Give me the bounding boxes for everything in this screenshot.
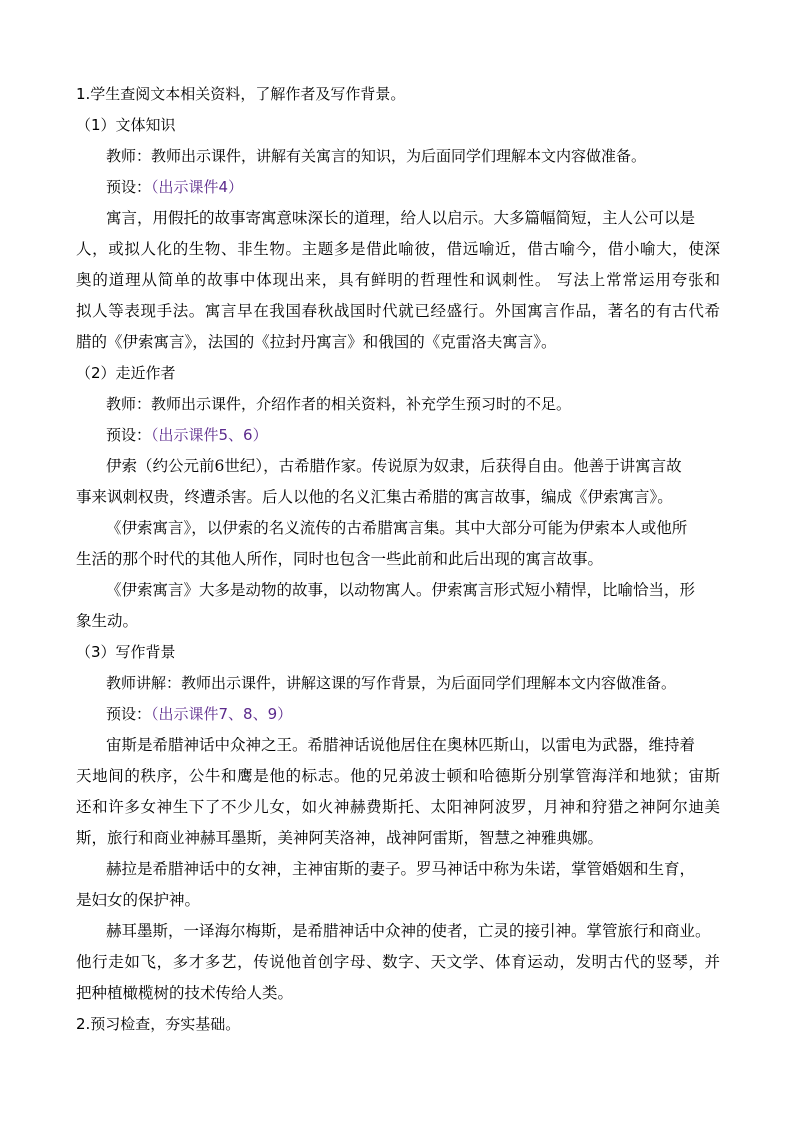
paragraph-line: 奥的道理从简单的故事中体现出来，具有鲜明的哲理性和讽刺性。 写法上常常运用夸张和 <box>76 271 720 289</box>
section-heading-genre: （1）文体知识 <box>76 116 176 134</box>
paragraph-line: 象生动。 <box>76 612 139 630</box>
paragraph-line: 伊索（约公元前6世纪），古希腊作家。传说原为奴隶，后获得自由。他善于讲寓言故 <box>106 457 682 475</box>
paragraph-line: 赫耳墨斯，一译海尔梅斯，是希腊神话中众神的使者，亡灵的接引神。掌管旅行和商业。 <box>106 922 711 940</box>
paragraph-line: 是妇女的保护神。 <box>76 891 201 909</box>
courseware-ref: （出示课件5、6） <box>151 426 268 444</box>
paragraph-line: 拟人等表现手法。寓言早在我国春秋战国时代就已经盛行。外国寓言作品，著名的有古代希 <box>76 302 720 320</box>
step-1-heading: 1.学生查阅文本相关资料，了解作者及写作背景。 <box>76 85 406 103</box>
preset-label: 预设： <box>106 705 152 723</box>
section-heading-background: （3）写作背景 <box>76 643 176 661</box>
teacher-note-genre: 教师：教师出示课件，讲解有关寓言的知识，为后面同学们理解本文内容做准备。 <box>106 147 647 165</box>
section-heading-author: （2）走近作者 <box>76 364 176 382</box>
paragraph-line: 寓言，用假托的故事寄寓意味深长的道理，给人以启示。大多篇幅简短，主人公可以是 <box>106 209 696 227</box>
teacher-note-background: 教师讲解：教师出示课件，讲解这课的写作背景，为后面同学们理解本文内容做准备。 <box>106 674 677 692</box>
paragraph-line: 宙斯是希腊神话中众神之王。希腊神话说他居住在奥林匹斯山，以雷电为武器，维持着 <box>106 736 696 754</box>
preset-line-author <box>106 425 268 445</box>
preset-label: 预设： <box>106 426 152 444</box>
paragraph-line: 生活的那个时代的其他人所作，同时也包含一些此前和此后出现的寓言故事。 <box>76 550 604 568</box>
paragraph-line: 斯，旅行和商业神赫耳墨斯，美神阿芙洛神，战神阿雷斯，智慧之神雅典娜。 <box>76 829 604 847</box>
preset-line-background <box>106 704 292 724</box>
teacher-note-author: 教师：教师出示课件，介绍作者的相关资料，补充学生预习时的不足。 <box>106 395 572 413</box>
paragraph-line: 他行走如飞，多才多艺，传说他首创字母、数字、天文学、体育运动，发明古代的竖琴，并 <box>76 953 720 971</box>
paragraph-line: 人，或拟人化的生物、非生物。主题多是借此喻彼，借远喻近，借古喻今，借小喻大，使深 <box>76 240 720 258</box>
courseware-ref: （出示课件7、8、9） <box>151 705 293 723</box>
preset-line-genre <box>106 177 243 197</box>
paragraph-line: 还和许多女神生下了不少儿女，如火神赫费斯托、太阳神阿波罗，月神和狩猎之神阿尔迪美 <box>76 798 720 816</box>
paragraph-line: 《伊索寓言》大多是动物的故事，以动物寓人。伊索寓言形式短小精悍，比喻恰当，形 <box>106 581 696 599</box>
paragraph-line: 腊的《伊索寓言》，法国的《拉封丹寓言》和俄国的《克雷洛夫寓言》。 <box>76 333 557 351</box>
paragraph-line: 天地间的秩序，公牛和鹰是他的标志。他的兄弟波士顿和哈德斯分别掌管海洋和地狱；宙斯 <box>76 767 720 785</box>
paragraph-line: 把种植橄榄树的技术传给人类。 <box>76 984 294 1002</box>
paragraph-line: 赫拉是希腊神话中的女神，主神宙斯的妻子。罗马神话中称为朱诺，掌管婚姻和生育， <box>106 860 696 878</box>
paragraph-line: 《伊索寓言》，以伊索的名义流传的古希腊寓言集。其中大部分可能为伊索本人或他所 <box>106 519 688 537</box>
paragraph-line: 事来讽刺权贵，终遭杀害。后人以他的名义汇集古希腊的寓言故事，编成《伊索寓言》。 <box>76 488 673 506</box>
step-2-heading: 2.预习检查，夯实基础。 <box>76 1015 241 1033</box>
courseware-ref: （出示课件4） <box>151 178 244 196</box>
preset-label: 预设： <box>106 178 152 196</box>
